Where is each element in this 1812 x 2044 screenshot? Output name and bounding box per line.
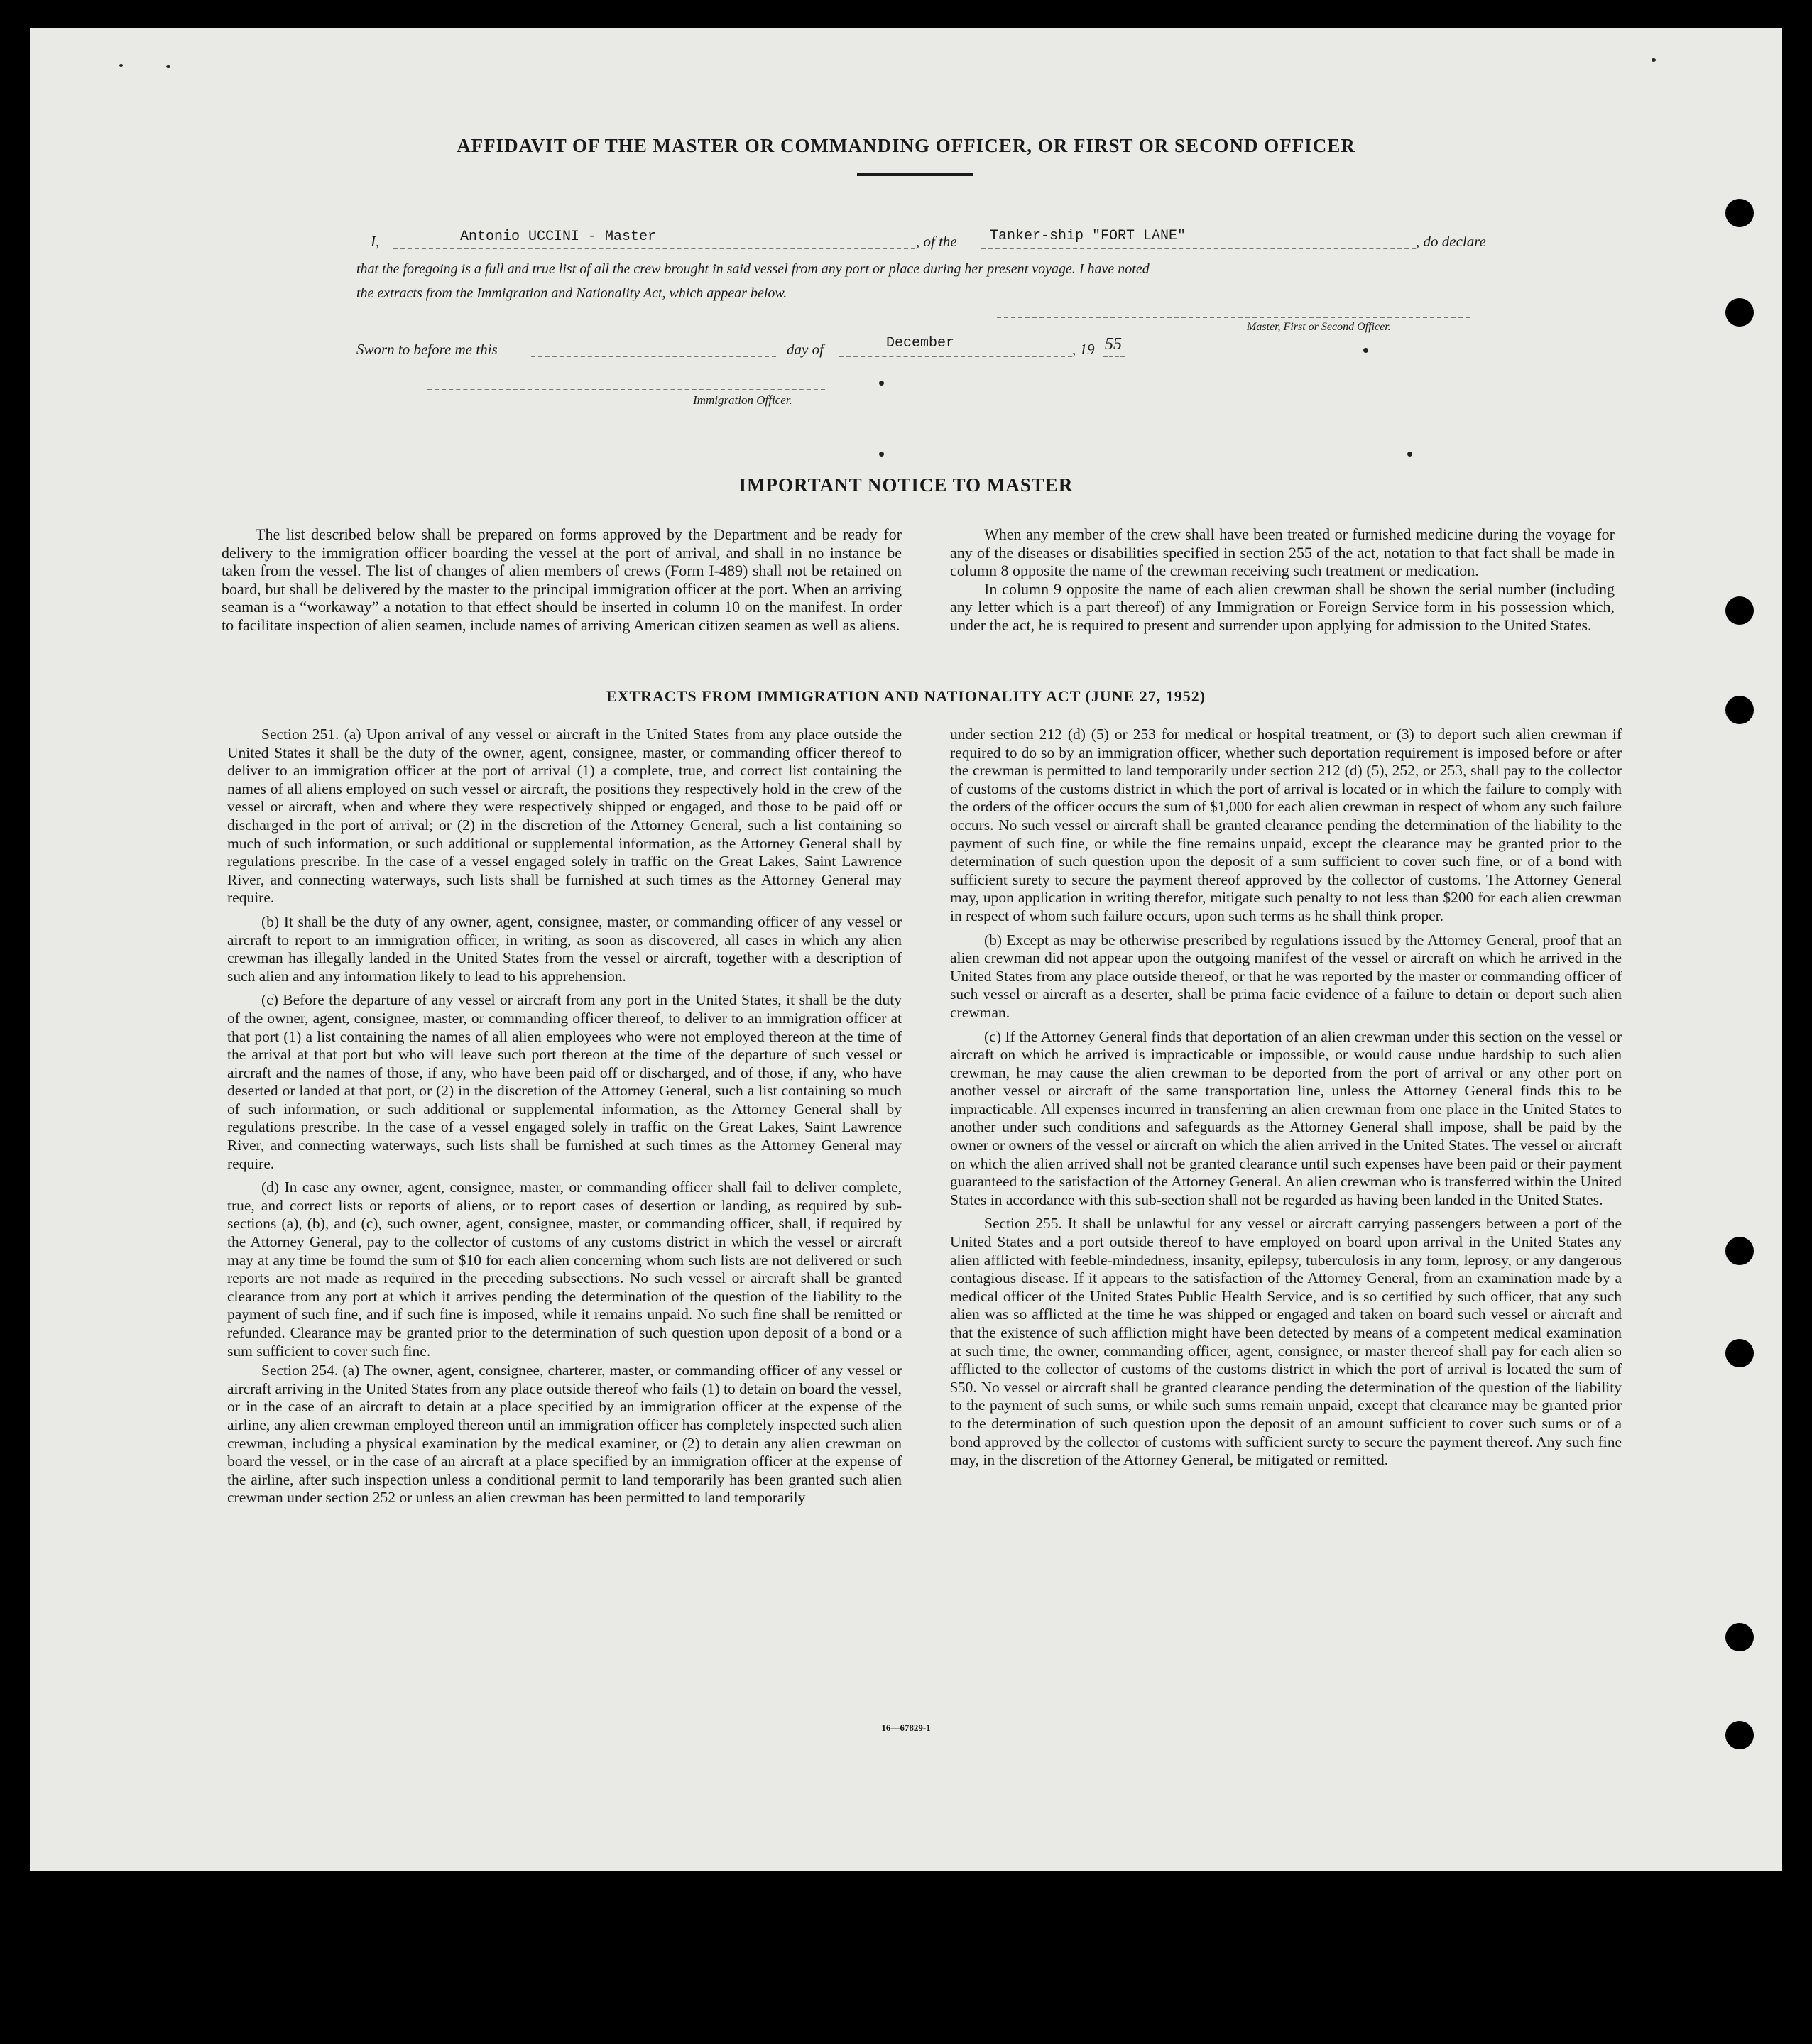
master-name-line [393, 248, 915, 249]
sworn-month-line [839, 356, 1072, 357]
binder-hole [1725, 1623, 1754, 1651]
extract-paragraph: (c) Before the departure of any vessel or aircraft from any port in the United States, it shall be the duty of the owner, agent, consignee, master, or commanding officer thereof, to deliver to an immigration officer at that port (1) a list containing the names of all alien employees who were not employed thereon at the time of the arrival at that port but who will leave such port thereon at the time of the departure of such vessel or aircraft and the names of those, if any, who have been paid off or discharged, and of those, if any, who have deserted or landed at that port, or (2) in the discretion of the Attorney General, such a list containing so much of such information, or such additional or supplemental information, as the Attorney General shall by regulations prescribe. In the case of a vessel engaged solely in traffic on the Great Lakes, Saint Lawrence River, and connecting waterways, such lists shall be furnished at such times as the Attorney General may require. [227, 991, 902, 1172]
declaration-line-2: the extracts from the Immigration and Nationality Act, which appear below. [356, 285, 787, 301]
affidavit-title: AFFIDAVIT OF THE MASTER OR COMMANDING OFFICER, OR FIRST OR SECOND OFFICER [457, 135, 1355, 156]
form-number: 16—67829-1 [881, 1722, 931, 1733]
officer-caption: Immigration Officer. [693, 393, 792, 407]
notice-right-paragraph-1: When any member of the crew shall have been treated or furnished medicine during the voyage for any of the diseases or disabilities specified in section 255 of the act, notation to that fact shall be made in column 8 opposite the name of the crewman receiving such treatment or medication. [950, 525, 1615, 579]
scan-speck [1407, 452, 1412, 457]
i-label: I, [371, 233, 380, 250]
notice-left-paragraph: The list described below shall be prepared on forms approved by the Department and be ready for delivery to the immigration officer boarding the vessel at the port of arrival, and shall in no instance be taken from the vessel. The list of changes of alien members of crews (Form I-489) shall not be retained on board, but shall be delivered by the master to the principal immigration officer at the port. When an arriving seaman is a “workaway” a notation to that effect should be inserted in column 10 on the manifest. In order to facilitate inspection of alien seamen, include names of arriving American citizen seamen as well as aliens. [222, 525, 902, 634]
extract-paragraph: (c) If the Attorney General finds that deportation of an alien crewman under this section on the vessel or aircraft on which he arrived is impracticable or impossible, or would cause undue hardship to such alien crewman, he may cause the alien crewman to be deported from the port of arrival or any other port on another vessel or aircraft of the same transportation line, unless the Attorney General finds this to be impracticable. All expenses incurred in transferring an alien crewman from one place in the United States to another under such conditions and safeguards as the Attorney General shall impose, shall be paid by the owner or owners of the vessel or aircraft on which the alien arrived in the United States. The vessel or aircraft on which the alien arrived shall not be granted clearance until such expenses have been paid or their payment guaranteed to the satisfaction of the Attorney General. An alien crewman who is transferred within the United States in accordance with this sub-section shall not be regarded as having been landed in the United States. [950, 1027, 1622, 1208]
notice-title: IMPORTANT NOTICE TO MASTER [738, 474, 1074, 496]
sworn-year[interactable]: 55 [1105, 335, 1122, 354]
vessel-name-line [981, 248, 1416, 249]
extract-paragraph: Section 255. It shall be unlawful for any vessel or aircraft carrying passengers between a port of the United States and a port outside thereof to have employed on board upon arrival in the United States any alien afflicted with feeble-mindedness, insanity, epilepsy, tuberculosis in any form, leprosy, or any dangerous contagious disease. If it appears to the satisfaction of the Attorney General, from an examination made by a medical officer of the United States Public Health Service, and is so certified by such officer, that any such alien was so afflicted at the time he was shipped or engaged and taken on board such vessel or aircraft and that the existence of such affliction might have been detected by means of a competent medical examination at such time, the owner, commanding officer, agent, consignee, or master thereof shall pay for each alien so afflicted to the collector of customs of the customs district in which the port of arrival is located the sum of $50. No vessel or aircraft shall be granted clearance pending the determination of the question of the liability to the payment of such sums, or while such sums remain unpaid, except that clearance may be granted prior to the determination of such question upon the deposit of an amount sufficient to cover such sums or of a bond approved by the collector of customs with sufficient surety to secure the payment thereof. Any such fine may, in the discretion of the Attorney General, be mitigated or remitted. [950, 1215, 1622, 1469]
declaration-line-1: that the foregoing is a full and true list of all the crew brought in said vessel from any port or place during her present voyage. I have noted [356, 261, 1150, 277]
notice-left-column [222, 525, 902, 634]
master-signature-line[interactable] [997, 317, 1470, 318]
scan-speck [166, 65, 170, 68]
binder-hole [1725, 1721, 1754, 1749]
year-prefix: , 19 [1072, 341, 1095, 358]
binder-hole [1725, 1339, 1754, 1367]
binder-hole [1725, 298, 1754, 327]
vessel-name[interactable]: Tanker-ship "FORT LANE" [990, 228, 1186, 244]
binder-hole [1725, 199, 1754, 227]
scan-speck [879, 452, 884, 457]
extracts-left-column [227, 726, 902, 1507]
extract-paragraph: (b) It shall be the duty of any owner, agent, consignee, master, or commanding officer of any vessel or aircraft to report to an immigration officer, in writing, as soon as discovered, all cases in which any alien crewman has illegally landed in the United States from the vessel or aircraft, together with a description of such alien and any information likely to lead to his apprehension. [227, 912, 902, 985]
day-of-label: day of [787, 341, 824, 358]
scan-speck [119, 64, 123, 67]
notice-right-column [950, 525, 1615, 634]
officer-signature-line[interactable] [427, 389, 825, 390]
extract-paragraph: under section 212 (d) (5) or 253 for medical or hospital treatment, or (3) to deport such alien crewman if required to do so by an immigration officer, whether such deportation requirement is imposed before or after the crewman is permitted to land temporarily under section 212 (d) (5), 252, or 253, shall pay to the collector of customs of the customs district in which the port of arrival is located or in which the failure to comply with the orders of the officer occurs the sum of $1,000 for each alien crewman in respect of whom any such failure occurs. No such vessel or aircraft shall be granted clearance pending the determination of the liability to the payment of such fine, or while the fine remains unpaid, except the clearance may be granted prior to the determination of such question upon the deposit of a sum sufficient to cover such fine, or of a bond with sufficient surety to secure the payment thereof approved by the collector of customs. The Attorney General may, upon application in writing therefor, mitigate such penalty to not less than $200 for each alien crewman in respect of whom such failure occurs, upon such terms as he shall think proper. [950, 726, 1622, 924]
binder-hole [1725, 696, 1754, 724]
extract-paragraph: (b) Except as may be otherwise prescribed by regulations issued by the Attorney General, proof that an alien crewman did not appear upon the outgoing manifest of the vessel or aircraft on which he arrived in the United States from any place outside thereof, or that he was reported by the master or commanding officer of such vessel or aircraft as a deserter, shall be prima facie evidence of a failure to detain or deport such alien crewman. [950, 931, 1622, 1021]
title-rule [857, 173, 973, 176]
scan-speck [1363, 348, 1368, 353]
of-the-label: , of the [916, 233, 957, 250]
extracts-right-column [950, 726, 1622, 1470]
extract-paragraph: Section 254. (a) The owner, agent, consignee, charterer, master, or commanding officer of any vessel or aircraft arriving in the United States from any place outside thereof who fails (1) to detain on board the vessel, or in the case of an aircraft to detain at a place specified by an immigration officer at the expense of the airline, any alien crewman employed thereon until an immigration officer has completely inspected such alien crewman, including a physical examination by the medical examiner, or (2) to detain any alien crewman on board the vessel, or in the case of an aircraft at a place specified by an immigration officer at the expense of the airline, after such inspection unless a conditional permit to land temporarily has been granted such alien crewman under section 252 or unless an alien crewman has been permitted to land temporarily [227, 1362, 902, 1507]
extracts-title: EXTRACTS FROM IMMIGRATION AND NATIONALITY ACT (JUNE 27, 1952) [606, 687, 1206, 705]
notice-right-paragraph-2: In column 9 opposite the name of each alien crewman shall be shown the serial number (including any letter which is a part thereof) of any Immigration or Foreign Service form in his possession which, under the act, he is required to present and surrender upon applying for admission to the United States. [950, 579, 1615, 634]
extract-paragraph: Section 251. (a) Upon arrival of any vessel or aircraft in the United States from any place outside the United States it shall be the duty of the owner, agent, consignee, master, or commanding officer thereof to deliver to an immigration officer at the port of arrival (1) a complete, true, and correct list containing the names of all aliens employed on such vessel or aircraft, the positions they respectively hold in the crew of the vessel or aircraft, when and where they were respectively shipped or engaged, and those to be paid off or discharged in the port of arrival; or (2) in the discretion of the Attorney General, such a list containing so much of such information, or such additional or supplemental information, as the Attorney General shall by regulations prescribe. In the case of a vessel engaged solely in traffic on the Great Lakes, Saint Lawrence River, and connecting waterways, such lists shall be furnished at such times as the Attorney General may require. [227, 726, 902, 907]
sworn-day-line[interactable] [531, 356, 776, 357]
extract-paragraph: (d) In case any owner, agent, consignee, master, or commanding officer shall fail to deliver complete, true, and correct lists or reports of aliens, or to report cases of desertion or landing, as required by sub-sections (a), (b), and (c), such owner, agent, consignee, master, or commanding officer, shall, if required by the Attorney General, pay to the collector of customs of any customs district in which the vessel or aircraft may at any time be found the sum of $10 for each alien concerning whom such lists are not delivered or such reports are not made as required in the preceding subsections. No such vessel or aircraft shall be granted clearance from any port at which it arrives pending the determination of the question of the liability to the payment of such fine, and if such fine is imposed, while it remains unpaid. No such fine shall be remitted or refunded. Clearance may be granted prior to the determination of such question upon deposit of a bond or a sum sufficient to cover such fine. [227, 1179, 902, 1360]
sworn-label: Sworn to before me this [356, 341, 498, 358]
document-page [30, 28, 1782, 1871]
year-line [1103, 356, 1125, 357]
scan-speck [879, 381, 884, 386]
do-declare-label: , do declare [1416, 233, 1486, 250]
master-signature-caption: Master, First or Second Officer. [1247, 321, 1391, 333]
master-name[interactable]: Antonio UCCINI - Master [460, 229, 657, 245]
scan-speck [1652, 58, 1656, 62]
sworn-month[interactable]: December [886, 335, 955, 351]
binder-hole [1725, 1237, 1754, 1265]
binder-hole [1725, 596, 1754, 625]
